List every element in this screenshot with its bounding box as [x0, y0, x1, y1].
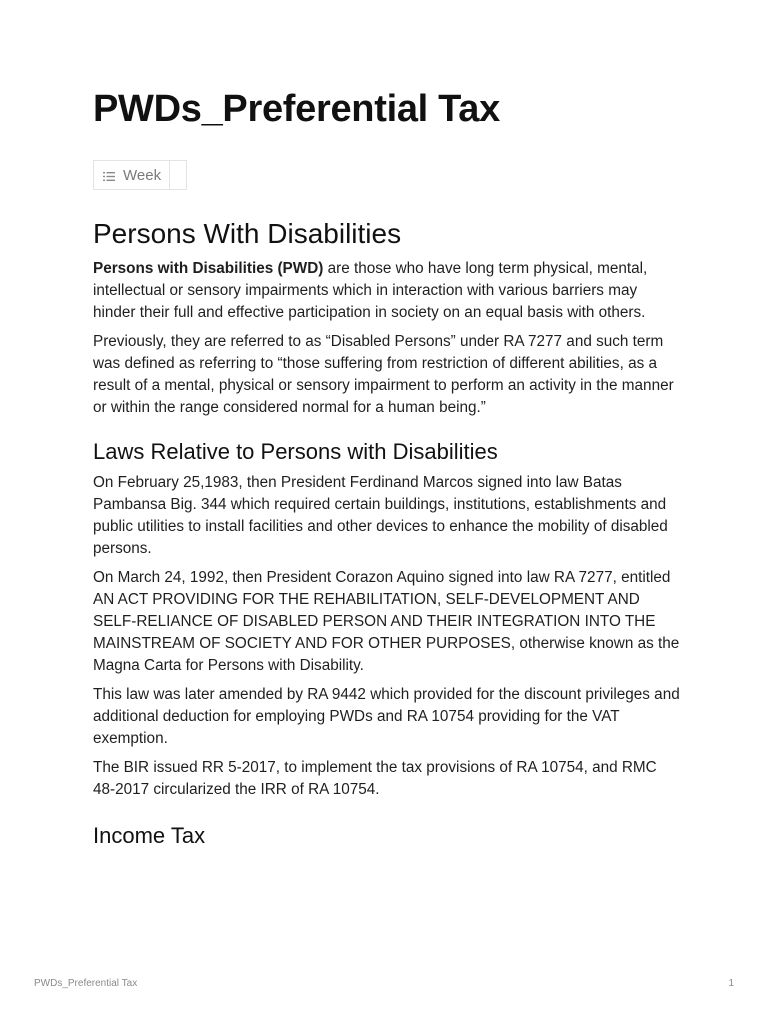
list-icon	[103, 171, 115, 182]
heading-laws-relative: Laws Relative to Persons with Disabilities	[93, 439, 498, 464]
laws-paragraph-4: The BIR issued RR 5-2017, to implement the tax provisions of RA 10754, and RMC 48-2017 circularized the IRR of RA 10754.	[93, 759, 657, 798]
document-page	[93, 84, 683, 851]
pwd-definition-bold: Persons with Disabilities (PWD)	[93, 260, 324, 277]
laws-paragraph-1: On February 25,1983, then President Ferdinand Marcos signed into law Batas Pambansa Big. 344 which required certain buildings, institutions, establishments and public utilities to install facilities and other devices to enhance the mobility of disabled persons.	[93, 474, 668, 557]
laws-paragraph-2: On March 24, 1992, then President Corazon Aquino signed into law RA 7277, entitled AN ACT PROVIDING FOR THE REHABILITATION, SELF-DEVELOPMENT AND SELF-RELIANCE OF DISABLED PERSON AND THEIR INTEGRATION INTO THE MAINSTREAM OF SOCIETY AND FOR OTHER PURPOSES, otherwise known as the Magna Carta for Persons with Disability.	[93, 569, 680, 674]
pwd-definition-paragraph	[93, 258, 683, 324]
week-label-text: Week	[123, 166, 162, 184]
week-property-label	[94, 161, 169, 189]
pwd-history-paragraph: Previously, they are referred to as “Disabled Persons” under RA 7277 and such term was defined as referring to “those suffering from restriction of different abilities, as a result of a mental, physical or sensory impairment to perform an activity in the manner or within the range considered normal for a human being.”	[93, 333, 674, 416]
heading-income-tax: Income Tax	[93, 823, 206, 848]
week-property[interactable]	[93, 160, 187, 190]
page-title: PWDs_Preferential Tax	[93, 88, 500, 130]
heading-persons-with-disabilities: Persons With Disabilities	[93, 218, 402, 249]
footer-page-number: 1	[728, 978, 734, 989]
pwd-definition-text: are those who have long term physical, mental, intellectual or sensory impairments which in interaction with various barriers may hinder their full and effective participation in society on an equal basis with others.	[93, 260, 648, 321]
laws-paragraph-3: This law was later amended by RA 9442 which provided for the discount privileges and additional deduction for employing PWDs and RA 10754 providing for the VAT exemption.	[93, 686, 680, 747]
footer-document-title: PWDs_Preferential Tax	[34, 978, 138, 989]
week-property-value[interactable]	[169, 161, 186, 189]
